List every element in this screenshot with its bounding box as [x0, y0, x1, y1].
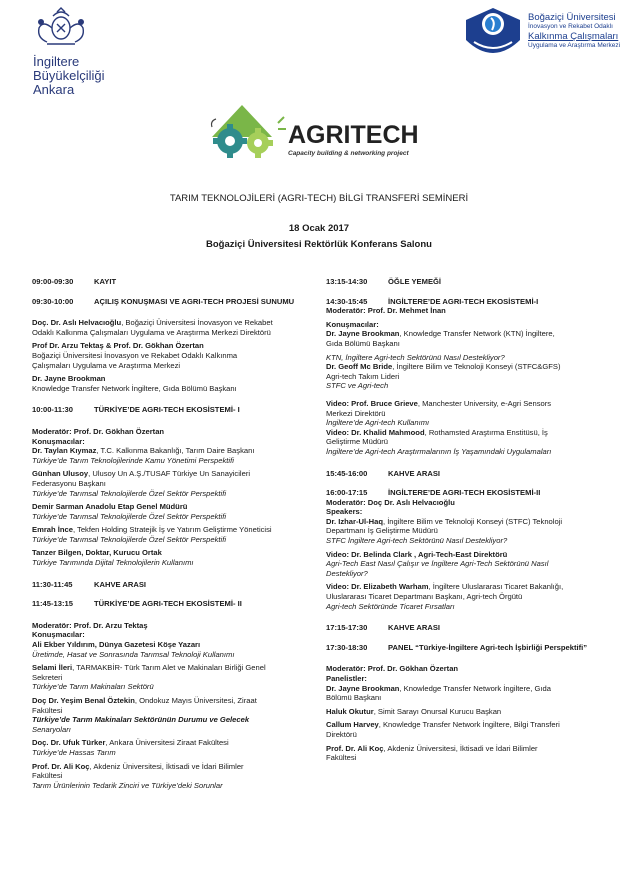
speaker-affiliation: , Akdeniz Üniversitesi, İktisadi ve İdari Bilimler	[383, 743, 538, 753]
talk-topic: Türkiye’de Tarımsal Teknolojilerde Özel Sektör Perspektifi	[32, 511, 227, 521]
speaker-name: Prof Dr. Arzu Tektaş & Prof. Dr. Gökhan Özertan	[32, 341, 204, 351]
uk-embassy-logo	[33, 6, 113, 97]
speaker-name: Selami İleri	[32, 663, 73, 673]
speaker-name: Dr. Izhar-Ul-Haq	[326, 516, 383, 526]
speaker-name: Video: Dr. Elizabeth Warham	[326, 582, 429, 592]
speaker-name: Dr. Taylan Kıymaz	[32, 446, 97, 456]
moderator: Moderatör: Prof. Dr. Gökhan Özertan	[32, 426, 165, 436]
agritech-tagline: Capacity building & networking project	[288, 150, 409, 157]
speaker-affiliation-cont: Bölümü Başkanı	[326, 693, 382, 703]
speaker-entry	[326, 428, 606, 438]
speaker-affiliation: , Ankara Üniversitesi Ziraat Fakültesi	[105, 738, 229, 748]
speaker-entry	[326, 707, 606, 717]
speaker-name: Dr. Geoff Mc Bride	[326, 362, 393, 372]
speaker-name: Video: Dr. Belinda Clark , Agri-Tech-East Direktörü	[326, 549, 508, 559]
speaker-affiliation: , Knowledge Transfer Network (KTN) İngiltere,	[399, 329, 555, 339]
session-title: PANEL “Türkiye-İngiltere Agri-tech İşbirliği Perspektifi”	[388, 642, 588, 652]
speaker-entry	[32, 696, 304, 706]
talk-topic: Türkiye’de Tarım Makinaları Sektörünün Durumu ve Gelecek	[32, 715, 250, 725]
session-time: 11:30-11:45	[32, 579, 73, 589]
speaker-name: Haluk Okutur	[326, 706, 374, 716]
talk-topic: Türkiye’de Hassas Tarım	[32, 747, 116, 757]
speaker-affiliation: , Ulusoy Un A.Ş./TUSAF Türkiye Un Sanayicileri	[88, 469, 251, 479]
speaker-affiliation-cont: Sekreteri	[32, 672, 63, 682]
bogazici-center-line-3: Uygulama ve Araştırma Merkezi	[528, 42, 621, 49]
speaker-name: Prof. Dr. Ali Koç	[32, 761, 90, 771]
speaker-entry	[32, 663, 304, 673]
royal-crest-icon	[33, 6, 89, 50]
session-time: 17:30-18:30	[326, 642, 368, 652]
session-title: KAHVE ARASI	[388, 623, 441, 633]
session-title: KAHVE ARASI	[388, 468, 441, 478]
session-uk-ecosystem-2	[326, 488, 606, 498]
speaker-name: Tanzer Bilgen, Doktar, Kurucu Ortak	[32, 548, 162, 558]
session-uk-ecosystem-1	[326, 297, 606, 307]
speaker-entry	[326, 362, 606, 372]
speaker-affiliation: , Knowledge Transfer Network İngiltere, Gıda	[399, 683, 551, 693]
speaker-affiliation-cont: Fakültesi	[326, 753, 357, 763]
session-coffee-break-3	[326, 623, 606, 633]
speaker-name: Dr. Jayne Brookman	[326, 329, 400, 339]
speaker-name: Video: Prof. Bruce Grieve	[326, 398, 418, 408]
speaker-affiliation-cont: Fakültesi	[32, 705, 63, 715]
speaker-name: Günhan Ulusoy	[32, 469, 89, 479]
session-time: 16:00-17:15	[326, 488, 368, 498]
session-coffee-break-1	[32, 580, 304, 590]
session-turkey-ecosystem-1	[32, 405, 304, 415]
speaker-name: Emrah İnce	[32, 525, 73, 535]
moderator: Moderatör: Prof. Dr. Arzu Tektaş	[32, 620, 148, 630]
talk-topic: STFC ve Agri-tech	[326, 381, 389, 391]
speaker-affiliation-cont: Fakültesi	[32, 771, 63, 781]
speaker-affiliation: , TARMAKBİR- Türk Tarım Alet ve Makinaları Birliği Genel	[72, 663, 266, 673]
bogazici-name: Boğaziçi Üniversitesi	[528, 12, 616, 23]
talk-topic: KTN, İngiltere Agri-tech Sektörünü Nasıl Destekliyor?	[326, 352, 505, 362]
session-lunch	[326, 277, 606, 287]
panelists-label: Panelistler:	[326, 674, 367, 683]
speaker-name: Doç Dr. Yeşim Benal Öztekin	[32, 696, 135, 705]
speaker-affiliation: Boğaziçi Üniversitesi İnovasyon ve Rekabet Odaklı Kalkınma	[32, 350, 238, 360]
speaker-entry	[326, 399, 606, 409]
speaker-name: Video: Dr. Khalid Mahmood	[326, 427, 425, 437]
speaker-affiliation: , T.C. Kalkınma Bakanlığı, Tarım Daire Başkanı	[96, 446, 255, 456]
session-time: 11:45-13:15	[32, 599, 73, 609]
talk-topic: Türkiye’de Tarım Teknolojilerinde Kamu Yönetimi Perspektifi	[32, 455, 234, 465]
speaker-affiliation: , İngiltere Uluslararası Ticaret Bakanlığı,	[428, 582, 564, 592]
session-panel	[326, 643, 606, 653]
bogazici-center-line-1: İnovasyon ve Rekabet Odaklı	[528, 23, 613, 30]
speaker-affiliation: , Akdeniz Üniversitesi, İktisadi ve İdari Bilimler	[89, 761, 244, 771]
agritech-logo	[208, 103, 438, 163]
session-title: KAHVE ARASI	[94, 579, 147, 589]
embassy-line-3: Ankara	[33, 82, 75, 97]
session-time: 09:30-10:00	[32, 296, 74, 306]
speaker-entry	[326, 517, 606, 527]
speaker-affiliation: , Ondokuz Mayıs Üniversitesi, Ziraat	[134, 696, 257, 705]
moderator: Moderatör: Prof. Dr. Gökhan Özertan	[326, 664, 459, 674]
bogazici-logo	[464, 6, 624, 62]
session-title: İNGİLTERE’DE AGRI-TECH EKOSİSTEMİ-I	[388, 296, 539, 306]
gears-leaf-icon	[208, 103, 288, 161]
speaker-affiliation: , Rothamsted Araştırma Enstitüsü, İş	[424, 427, 548, 437]
session-opening	[32, 297, 304, 307]
speaker-affiliation-cont: Çalışmaları Uygulama ve Araştırma Merkezi	[32, 360, 181, 370]
speaker-name: Doç. Dr. Ufuk Türker	[32, 738, 106, 748]
speaker-name: Prof. Dr. Ali Koç	[326, 743, 384, 753]
talk-topic: İngiltere’de Agri-tech Araştırmalarının İş Yaşamındaki Uygulamaları	[326, 446, 552, 456]
speaker-name: Dr. Jayne Brookman	[326, 683, 400, 693]
speaker-affiliation: , Boğaziçi Üniversitesi İnovasyon ve Rekabet	[121, 318, 273, 328]
speaker-affiliation: , Knowledge Transfer Network İngiltere, Bilgi Transferi	[378, 720, 560, 730]
agritech-wordmark: AGRITECH	[288, 121, 419, 149]
speaker-affiliation-cont: Federasyonu Başkanı	[32, 478, 106, 488]
moderator: Moderatör: Doç Dr. Aslı Helvacıoğlu	[326, 497, 455, 507]
speakers-label: Konuşmacılar:	[32, 436, 85, 446]
speaker-affiliation-cont: Odaklı Kalkınma Çalışmaları Uygulama ve Araştırma Merkezi Direktörü	[32, 327, 271, 337]
talk-topic: STFC İngiltere Agri-tech Sektörünü Nasıl Destekliyor?	[326, 536, 508, 546]
session-registration	[32, 277, 304, 287]
session-time: 15:45-16:00	[326, 468, 368, 478]
speaker-affiliation-cont: Gıda Bölümü Başkanı	[326, 338, 400, 348]
speaker-affiliation-cont: Departmanı İş Geliştirme Müdürü	[326, 526, 438, 536]
session-turkey-ecosystem-2	[32, 599, 304, 609]
session-title: AÇILIŞ KONUŞMASI VE AGRI-TECH PROJESİ SUNUMU	[94, 296, 295, 306]
moderator: Moderatör: Prof. Dr. Mehmet İnan	[326, 306, 446, 316]
speaker-affiliation: , Simit Sarayı Onursal Kurucu Başkan	[373, 706, 502, 716]
speaker-affiliation-cont: Geliştirme Müdürü	[326, 437, 389, 447]
speakers-label: Konuşmacılar:	[32, 630, 85, 640]
speaker-affiliation: , Tekfen Holding Stratejik İş ve Yatırım Geliştirme Yöneticisi	[72, 525, 272, 535]
talk-topic: İngiltere’de Agri-tech Kullanımı	[326, 418, 430, 428]
session-coffee-break-2	[326, 469, 606, 479]
speaker-entry	[32, 525, 304, 535]
program-right-column	[326, 277, 606, 763]
speaker-affiliation-cont: Merkezi Direktörü	[326, 408, 386, 418]
session-title: TÜRKİYE’DE AGRI-TECH EKOSİSTEMİ- II	[94, 599, 242, 609]
talk-topic: Tarım Ürünlerinin Tedarik Zinciri ve Türkiye’deki Sorunlar	[32, 780, 223, 790]
seminar-title: TARIM TEKNOLOJİLERİ (AGRI-TECH) BİLGİ TRANSFERİ SEMİNERİ	[169, 193, 469, 204]
speaker-entry	[326, 329, 606, 339]
speaker-affiliation: , Manchester University, e-Agri Sensors	[417, 398, 552, 408]
talk-topic: Agri-tech Sektöründe Ticaret Fırsatları	[326, 601, 455, 611]
embassy-line-1: İngiltere	[33, 54, 80, 69]
speaker-affiliation: Knowledge Transfer Network İngiltere, Gıda Bölümü Başkanı	[32, 383, 237, 393]
session-time: 09:00-09:30	[32, 277, 74, 286]
session-time: 10:00-11:30	[32, 405, 73, 415]
session-title: ÖĞLE YEMEĞİ	[388, 277, 442, 286]
speaker-entry	[326, 744, 606, 754]
speaker-affiliation-cont: Uluslararası Ticaret Departmanı Başkanı, Agri-tech Örgütü	[326, 592, 523, 602]
talk-topic-cont: Destekliyor?	[326, 568, 368, 578]
talk-topic-cont: Senaryoları	[32, 724, 71, 734]
speaker-affiliation: , İngiltere Bilim ve Teknoloji Konseyi (STFC) Teknoloji	[382, 516, 563, 526]
speaker-entry	[32, 469, 304, 479]
speaker-name: Ali Ekber Yıldırım, Dünya Gazetesi Köşe Yazarı	[32, 640, 201, 650]
talk-topic: Üretimde, Hasat ve Sonrasında Tarımsal Teknoloji Kullanımı	[32, 649, 235, 659]
session-title: İNGİLTERE’DE AGRI-TECH EKOSİSTEMİ-II	[388, 488, 541, 498]
speakers-label: Konuşmacılar:	[326, 319, 379, 329]
session-title: TÜRKİYE’DE AGRI-TECH EKOSİSTEMİ- I	[94, 405, 240, 415]
speaker-entry	[32, 762, 304, 772]
speaker-entry	[32, 738, 304, 748]
speaker-affiliation-cont: Direktörü	[326, 729, 357, 739]
embassy-line-2: Büyükelçiliği	[33, 68, 105, 83]
program-left-column	[32, 277, 304, 790]
speaker-name: Demir Sarman Anadolu Etap Genel Müdürü	[32, 502, 188, 512]
seminar-date: 18 Ocak 2017	[288, 223, 350, 234]
session-title: KAYIT	[94, 277, 117, 286]
speaker-entry	[326, 684, 606, 694]
speakers-label: Speakers:	[326, 507, 363, 517]
bogazici-center-line-2: Kalkınma Çalışmaları	[528, 31, 619, 42]
bogazici-emblem-icon	[464, 6, 522, 62]
speaker-entry	[32, 446, 304, 456]
speaker-name: Callum Harvey	[326, 720, 379, 730]
speaker-affiliation-cont: Agri-tech Takım Lideri	[326, 371, 400, 381]
talk-topic: Agri-Tech East Nasıl Çalışır ve İngiltere Agri-Tech Sektörünü Nasıl	[326, 559, 549, 569]
seminar-venue: Boğaziçi Üniversitesi Rektörlük Konferans Salonu	[206, 239, 432, 250]
speaker-entry	[326, 720, 606, 730]
talk-topic: Türkiye’de Tarım Makinaları Sektörü	[32, 682, 154, 692]
session-time: 13:15-14:30	[326, 277, 368, 286]
session-time: 17:15-17:30	[326, 623, 368, 633]
talk-topic: Türkiye Tarımında Dijital Teknolojilerin Kullanımı	[32, 558, 194, 568]
speaker-affiliation: , İngiltere Bilim ve Teknoloji Konseyi (STFC&GFS)	[392, 362, 561, 372]
talk-topic: Türkiye’de Tarımsal Teknolojilerde Özel Sektör Perspektifi	[32, 534, 227, 544]
session-time: 14:30-15:45	[326, 296, 368, 306]
speaker-name: Dr. Jayne Brookman	[32, 374, 106, 384]
speaker-entry	[326, 582, 606, 592]
speaker-entry	[32, 318, 304, 328]
speaker-name: Doç. Dr. Aslı Helvacıoğlu	[32, 318, 122, 328]
talk-topic: Türkiye’de Tarımsal Teknolojilerde Özel Sektör Perspektifi	[32, 488, 227, 498]
